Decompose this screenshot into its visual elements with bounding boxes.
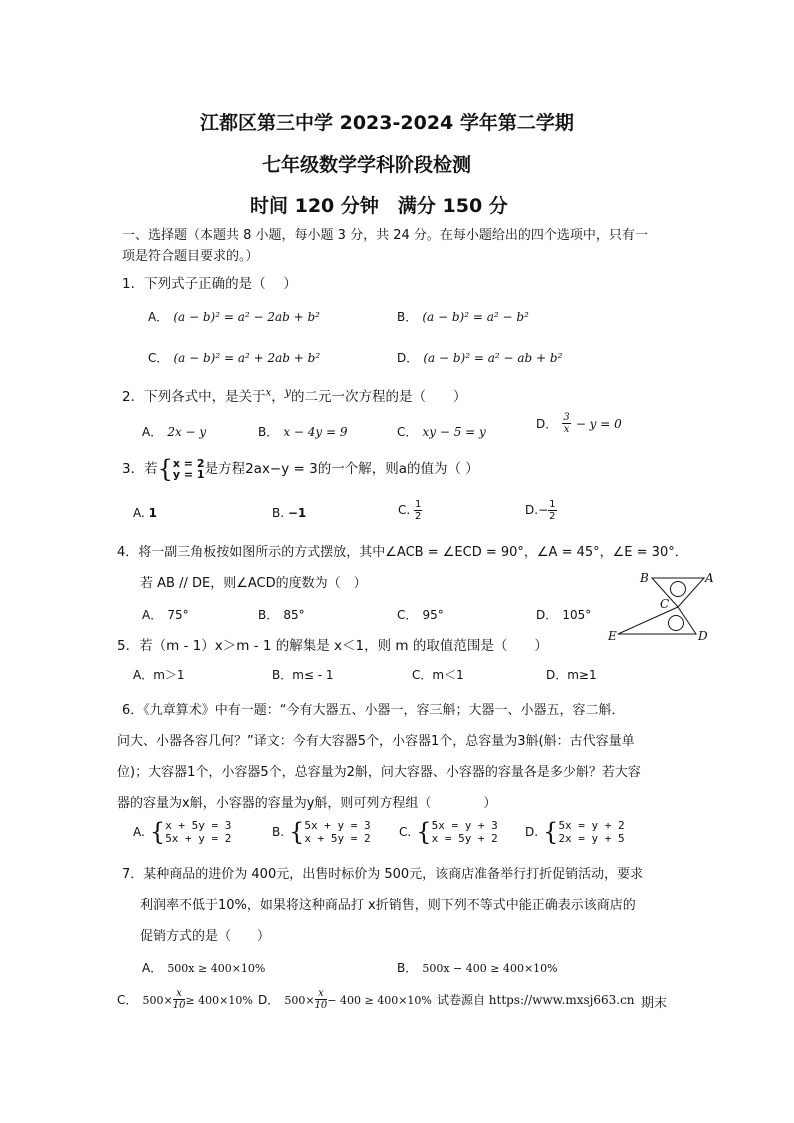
option-text-prefix: 500× [142, 994, 173, 1007]
denominator: 10 [314, 1000, 328, 1011]
question-6-option-d [525, 819, 625, 845]
label-a: A [705, 571, 714, 585]
triangle-ecd [618, 607, 696, 634]
label-e: E [608, 629, 617, 643]
equation-system [558, 819, 624, 845]
question-5-option-a: A．m＞1 [133, 668, 185, 682]
label-b: B [640, 571, 649, 585]
option-text-prefix: 500× [284, 994, 315, 1007]
option-text-suffix: − 400 ≥ 400×10% [327, 994, 432, 1007]
triangle-hole-bottom [669, 616, 684, 631]
system-line-1: x + 5y = 3 [165, 819, 232, 832]
numerator: 3 [563, 412, 570, 423]
system-line-1: 5x + y = 3 [304, 819, 371, 832]
section-heading-line1: 一、选择题（本题共 8 小题，每小题 3 分，共 24 分。在每小题给出的四个选项中，只有一 [122, 228, 648, 243]
option-text: x − 4y = 9 [283, 425, 348, 439]
option-label: A． [142, 961, 163, 975]
option-text: (a − b)² = a² + 2ab + b² [173, 351, 321, 365]
brace: { [543, 818, 559, 846]
question-3-stem [122, 457, 479, 481]
option-label: D． [258, 993, 280, 1007]
option-label: D． [536, 417, 558, 431]
option-text-suffix: ≥ 400×10% [185, 994, 253, 1007]
option-text: − y = 0 [575, 417, 622, 431]
question-5-stem: 5．若（m - 1）x＞m - 1 的解集是 x＜1，则 m 的取值范围是（ ） [117, 638, 548, 654]
system-line-2: 5x + y = 2 [165, 832, 232, 845]
question-2-option-c [397, 421, 486, 440]
option-text: 500x ≥ 400×10% [167, 962, 266, 975]
equation-system [165, 819, 231, 845]
stem-part: 3．若 [122, 461, 158, 477]
fraction [414, 499, 422, 522]
option-text: (a − b)² = a² − ab + b² [423, 351, 563, 365]
option-label: A. [133, 506, 145, 520]
question-4-option-d [536, 604, 591, 623]
label-d: D [698, 629, 708, 643]
question-2-option-b [258, 421, 348, 440]
system-line-2: x + 5y = 2 [304, 832, 371, 845]
question-1-option-d [397, 347, 562, 366]
question-7-option-b [397, 957, 558, 976]
section-heading-line2: 项是符合题目要求的。） [122, 249, 259, 264]
brace: { [416, 818, 432, 846]
question-1-option-b [397, 306, 529, 325]
option-label: C． [148, 351, 169, 365]
equation-system [432, 819, 498, 845]
denominator: 10 [172, 1000, 186, 1011]
denominator: x [563, 424, 570, 435]
question-6-option-c [399, 819, 498, 845]
question-7-line2: 利润率不低于10%，如果将这种商品打 x折销售，则下列不等式中能正确表示该商店的 [140, 898, 636, 913]
question-3-option-b [272, 506, 306, 520]
brace: { [157, 455, 173, 483]
option-text: xy − 5 = y [422, 425, 486, 439]
question-4-option-c [397, 604, 444, 623]
footer-tail: 期末 [641, 996, 668, 1011]
source-text: 试卷源自 https://www.mxsj663.cn [436, 993, 635, 1007]
stem-part: 2．下列各式中，是关于 [122, 389, 266, 405]
question-3-option-c [398, 499, 422, 522]
question-7-line1: 7．某种商品的进价为 400元，出售时标价为 500元，该商店准备举行打折促销活动，要求 [122, 867, 644, 882]
question-4-option-b [258, 604, 305, 623]
question-3-option-a [133, 506, 157, 520]
question-6-option-b [272, 819, 371, 845]
option-label: B． [258, 425, 279, 439]
option-label: C． [397, 608, 418, 622]
question-6-line3: 位)；大容器1个，小容器5个，总容量为2斛，问大容器、小容器的容量各是多少斛？若大容 [117, 765, 641, 780]
triangle-figure [604, 566, 724, 646]
label-c: C [660, 597, 670, 611]
numerator: x [173, 988, 186, 1000]
fraction [315, 988, 328, 1011]
fraction [173, 988, 186, 1011]
brace: { [149, 818, 166, 846]
question-7-option-c [117, 988, 253, 1011]
option-label: D. [525, 503, 539, 517]
exam-time-score: 时间 120 分钟 满分 150 分 [250, 195, 508, 217]
option-label: B． [397, 961, 418, 975]
question-5-option-d: D．m≥1 [546, 668, 597, 682]
system-line-2: x = 5y + 2 [431, 832, 498, 845]
page-title: 江都区第三中学 2023-2024 学年第二学期 [200, 112, 574, 134]
option-label: A. [133, 825, 145, 839]
system-line-2: y = 1 [172, 468, 205, 481]
minus-sign: − [538, 503, 549, 517]
question-6-option-a [133, 819, 231, 845]
option-text: 75° [167, 608, 189, 622]
option-label: B． [258, 608, 279, 622]
question-5-option-b: B．m≤ - 1 [272, 668, 334, 682]
option-text: −1 [287, 506, 307, 520]
option-label: A． [142, 608, 163, 622]
brace: { [289, 818, 305, 846]
option-text: 500x − 400 ≥ 400×10% [422, 962, 558, 975]
triangle-hole-top [671, 582, 686, 597]
option-text: (a − b)² = a² − 2ab + b² [173, 310, 320, 324]
question-1-option-a [148, 306, 320, 325]
numerator: 1 [415, 499, 422, 510]
stem-part: 是方程2ax−y = 3的一个解，则a的值为（ ） [204, 461, 479, 477]
option-label: A． [148, 310, 169, 324]
question-4-option-a [142, 604, 189, 623]
question-2-option-d [536, 412, 622, 435]
numerator: x [315, 988, 328, 1000]
option-label: C. [398, 503, 411, 517]
question-7-line3: 促销方式的是（ ） [140, 929, 271, 944]
stem-comma: ， [271, 389, 285, 405]
option-text: 1 [148, 506, 157, 520]
question-1-option-c [148, 347, 320, 366]
fraction [548, 499, 556, 522]
numerator: 1 [549, 499, 556, 510]
question-6-line2: 问大、小器各容几何？”译文：今有大容器5个，小容器1个，总容量为3斛(斛：古代容量单 [117, 734, 635, 749]
denominator: 2 [415, 511, 422, 522]
option-label: C． [117, 993, 138, 1007]
question-3-option-d [525, 499, 557, 522]
page-subtitle: 七年级数学学科阶段检测 [262, 154, 472, 176]
stem-part: 的二元一次方程的是（ ） [290, 389, 467, 405]
option-label: C． [397, 425, 418, 439]
question-1-stem: 1．下列式子正确的是（ ） [122, 276, 297, 292]
system-line-1: 5x = y + 3 [431, 819, 498, 832]
question-5-option-c: C．m＜1 [412, 668, 464, 682]
denominator: 2 [549, 511, 556, 522]
option-text: 105° [562, 608, 592, 622]
question-6-line1: 6．《九章算术》中有一题：“今有大器五、小器一，容三斛；大器一、小器五，容二斛． [122, 703, 625, 718]
option-label: B． [397, 310, 418, 324]
option-label: B. [272, 506, 285, 520]
option-text: 95° [422, 608, 444, 622]
option-text: 85° [283, 608, 305, 622]
question-4-line2: 若 AB // DE，则∠ACD的度数为（ ） [140, 576, 367, 591]
question-7-option-a [142, 957, 265, 976]
question-7-option-d [258, 988, 635, 1011]
option-label: C. [399, 825, 412, 839]
system-line-1: x = 2 [172, 457, 205, 470]
var-y: y [284, 385, 291, 399]
fraction [562, 412, 570, 435]
option-label: B. [272, 825, 285, 839]
question-2-option-a [142, 421, 206, 440]
question-4-line1: 4．将一副三角板按如图所示的方式摆放，其中∠ACB = ∠ECD = 90°，∠A = 45°，∠E = 30°． [117, 545, 688, 560]
equation-system [304, 819, 370, 845]
var-x: x [265, 387, 272, 399]
system-line-2: 2x = y + 5 [558, 832, 625, 845]
question-6-line4: 器的容量为x斛，小容器的容量为y斛，则可列方程组（ ） [117, 796, 497, 811]
option-label: D． [397, 351, 419, 365]
option-label: A． [142, 425, 163, 439]
option-label: D. [525, 825, 539, 839]
option-text: 2x − y [167, 425, 207, 439]
equation-system [173, 458, 205, 480]
option-text: (a − b)² = a² − b² [422, 310, 529, 324]
option-label: D． [536, 608, 558, 622]
question-2-stem [122, 385, 466, 405]
system-line-1: 5x = y + 2 [558, 819, 625, 832]
